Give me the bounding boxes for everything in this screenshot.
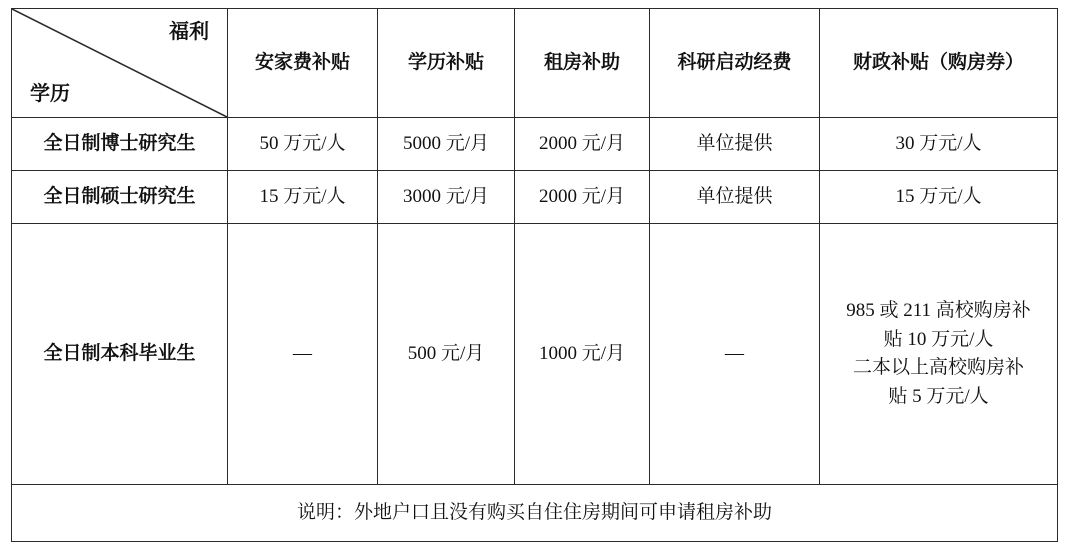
- cell-master-research: 单位提供: [650, 171, 820, 224]
- cell-doctoral-housing: 30 万元/人: [820, 118, 1058, 171]
- column-header-research-funding: 科研启动经费: [650, 9, 820, 118]
- housing-line-4: 贴 5 万元/人: [888, 385, 989, 407]
- row-label-bachelor: 全日制本科毕业生: [12, 224, 228, 485]
- cell-doctoral-settling: 50 万元/人: [228, 118, 378, 171]
- table-row: [12, 171, 1058, 224]
- housing-line-2: 贴 10 万元/人: [883, 328, 994, 350]
- cell-bachelor-rent: 1000 元/月: [515, 224, 650, 485]
- corner-education-label: 学历: [30, 83, 70, 105]
- table-header-row: [12, 9, 1058, 118]
- cell-bachelor-housing: [820, 224, 1058, 485]
- row-label-doctoral: 全日制博士研究生: [12, 118, 228, 171]
- column-header-settling-allowance: 安家费补贴: [228, 9, 378, 118]
- cell-doctoral-education: 5000 元/月: [378, 118, 515, 171]
- cell-master-education: 3000 元/月: [378, 171, 515, 224]
- table-row: [12, 118, 1058, 171]
- housing-line-1: 985 或 211 高校购房补: [846, 300, 1031, 321]
- cell-doctoral-research: 单位提供: [650, 118, 820, 171]
- cell-bachelor-research: —: [650, 224, 820, 485]
- cell-master-housing: 15 万元/人: [820, 171, 1058, 224]
- table-note-row: [12, 485, 1058, 542]
- column-header-housing-voucher: 财政补贴（购房券）: [820, 9, 1058, 118]
- table-corner-header: [12, 9, 228, 118]
- table-note: 说明：外地户口且没有购买自住住房期间可申请租房补助: [12, 485, 1058, 542]
- column-header-rent-subsidy: 租房补助: [515, 9, 650, 118]
- corner-benefit-label: 福利: [169, 21, 209, 43]
- cell-bachelor-education: 500 元/月: [378, 224, 515, 485]
- row-label-master: 全日制硕士研究生: [12, 171, 228, 224]
- table-row: [12, 224, 1058, 485]
- column-header-education-subsidy: 学历补贴: [378, 9, 515, 118]
- housing-line-3: 二本以上高校购房补: [852, 357, 1024, 378]
- cell-master-rent: 2000 元/月: [515, 171, 650, 224]
- cell-bachelor-settling: —: [228, 224, 378, 485]
- cell-master-settling: 15 万元/人: [228, 171, 378, 224]
- cell-doctoral-rent: 2000 元/月: [515, 118, 650, 171]
- benefits-table: [11, 8, 1058, 542]
